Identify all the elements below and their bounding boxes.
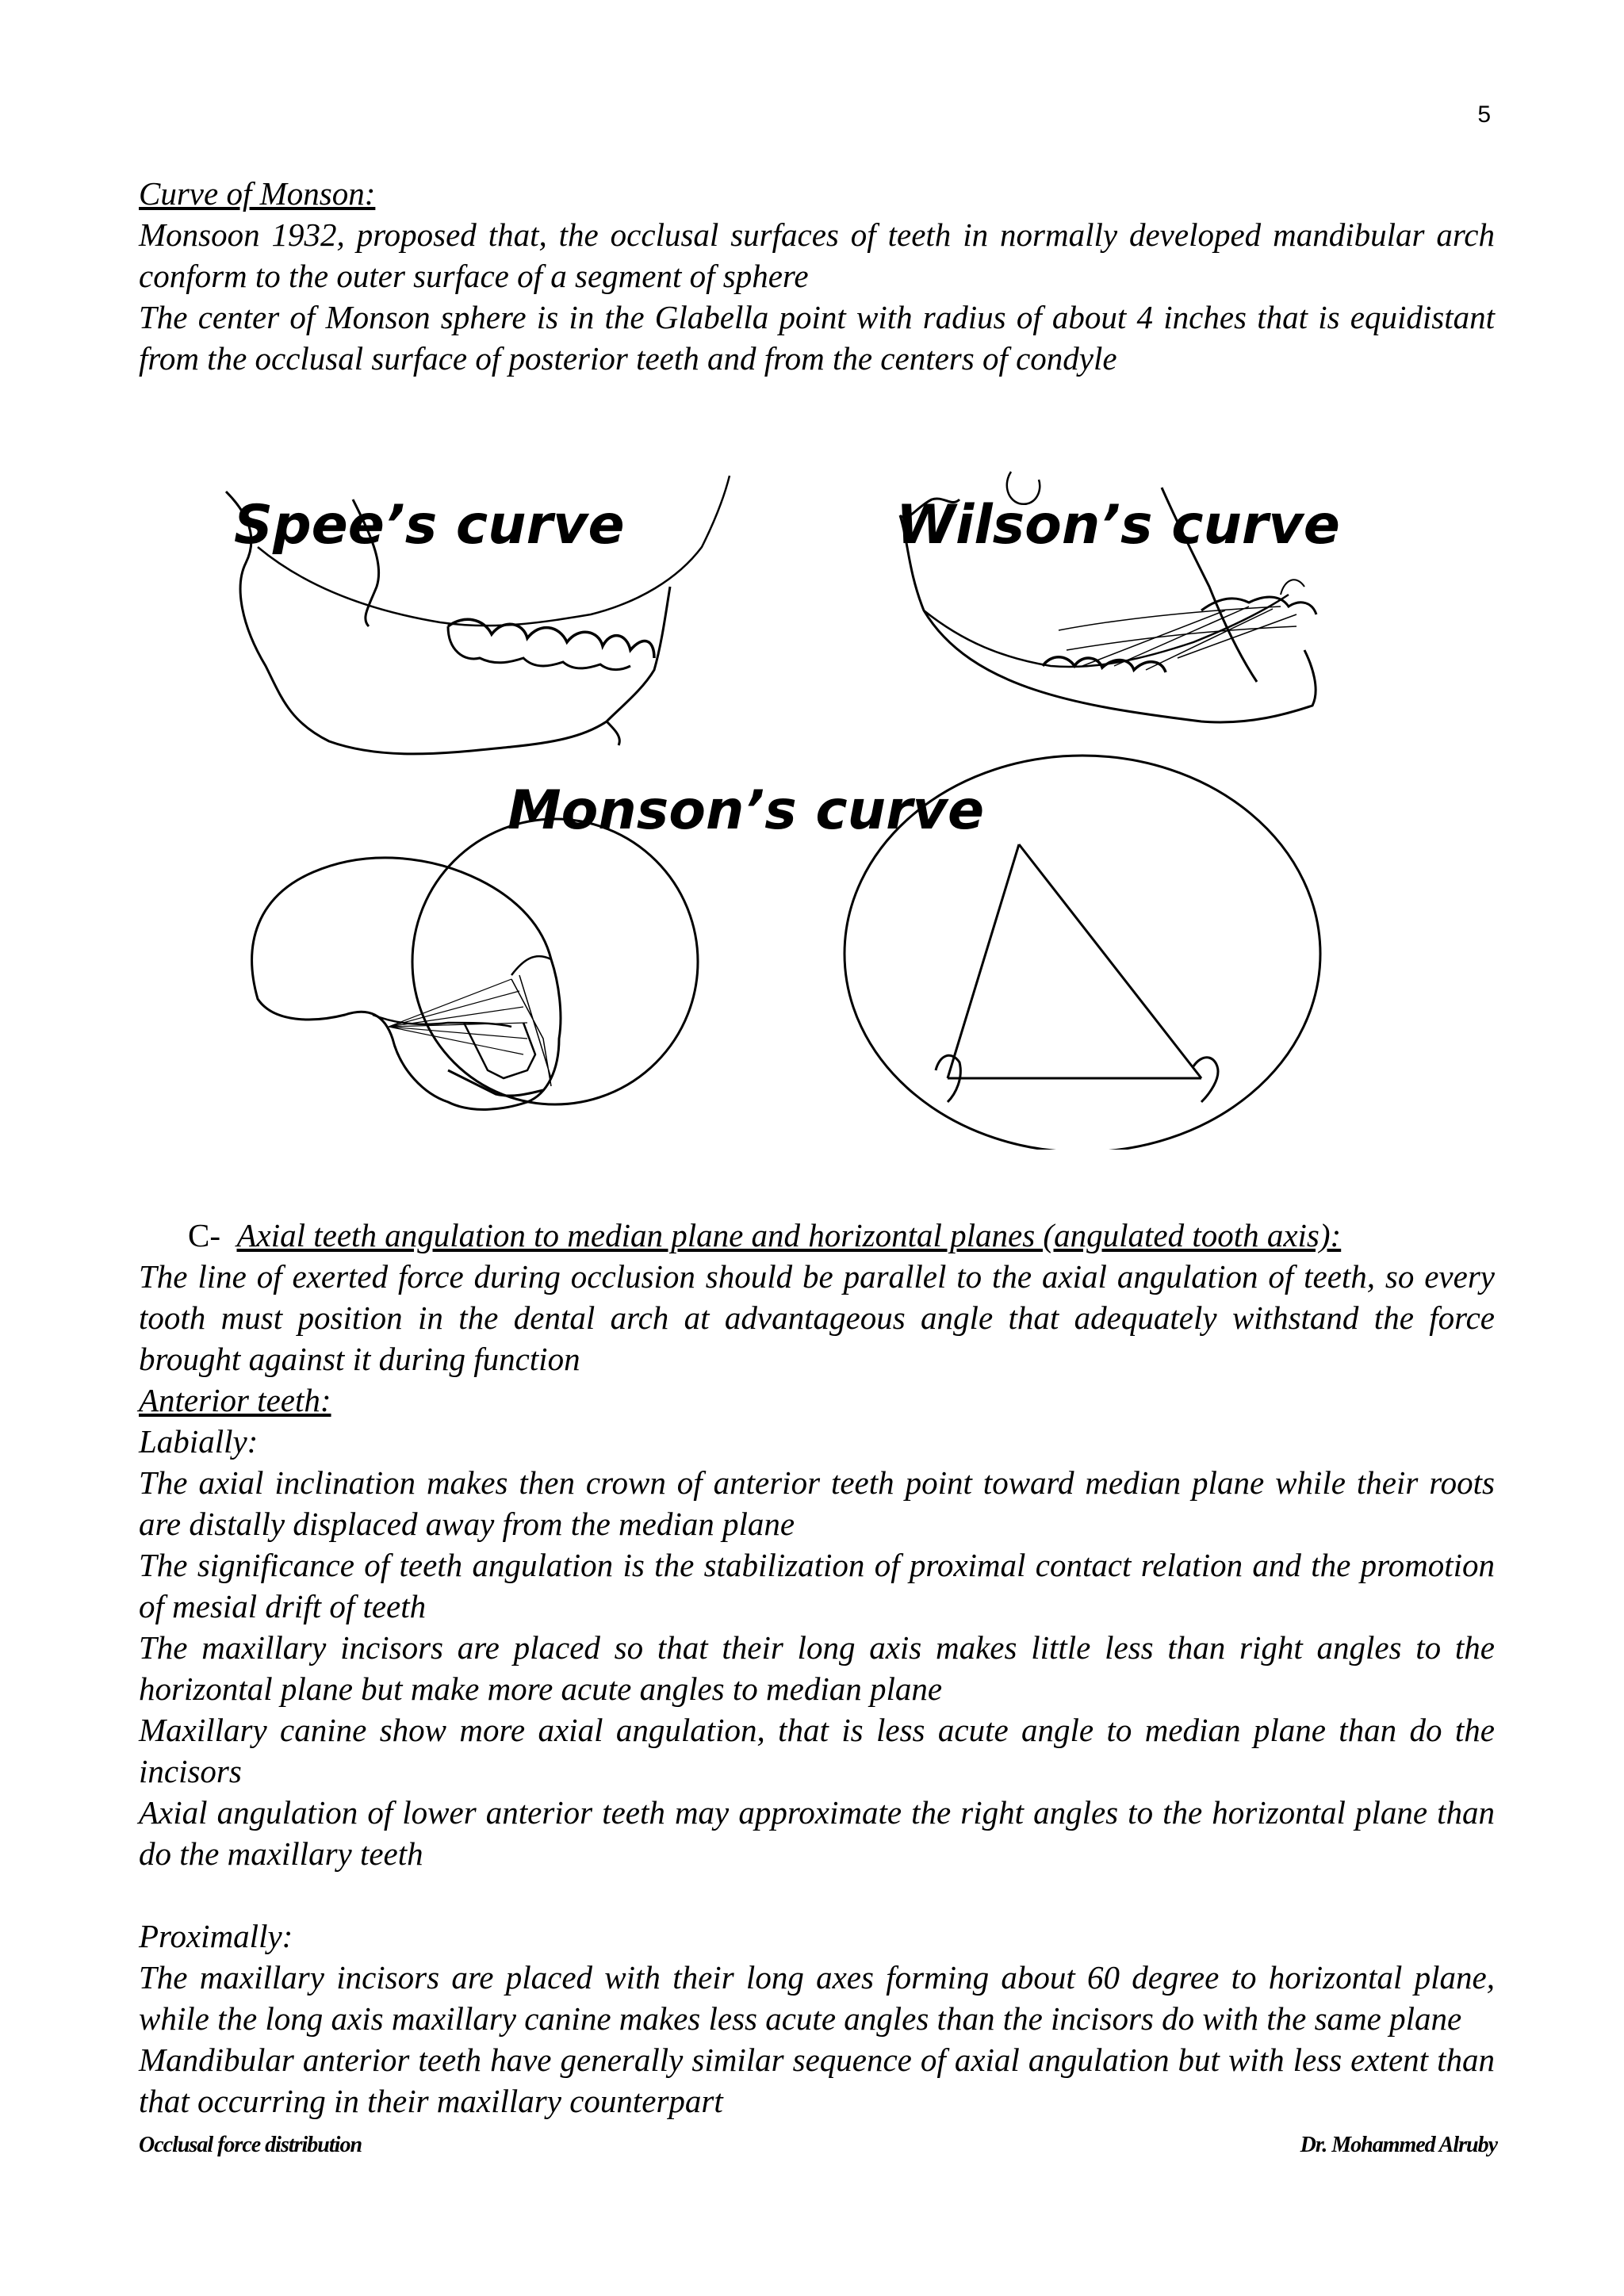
footer-title: Occlusal force distribution: [139, 2133, 362, 2157]
proximally-label: Proximally:: [139, 1918, 293, 1954]
section-heading: Curve of Monson:: [139, 175, 376, 212]
section-heading: Axial teeth angulation to median plane and horizontal planes (angulated tooth axis):: [236, 1217, 1342, 1253]
subheading-anterior-teeth: Anterior teeth:: [139, 1382, 331, 1418]
section-axial-angulation: [139, 1215, 1495, 2122]
wilson-curve-label: Wilson’s curve: [896, 494, 1340, 557]
paragraph: Monsoon 1932, proposed that, the occlusal surfaces of teeth in normally developed mandibular arch conform to the outer surface of a segment of sphere: [139, 216, 1495, 294]
occlusal-curves-figure: [210, 468, 1431, 1150]
labially-label: Labially:: [139, 1423, 259, 1460]
paragraph: The line of exerted force during occlusion should be parallel to the axial angulation of teeth, so every tooth must position in the dental arch at advantageous angle that adequately withstand the force brought against it during function: [139, 1258, 1495, 1377]
paragraph: The axial inclination makes then crown of anterior teeth point toward median plane while their roots are distally displaced away from the median plane: [139, 1464, 1495, 1542]
footer-author: Dr. Mohammed Alruby: [1300, 2133, 1497, 2157]
paragraph: Maxillary canine show more axial angulation, that is less acute angle to median plane than do the incisors: [139, 1712, 1495, 1789]
section-curve-of-monson: [139, 173, 1495, 379]
section-prefix: C-: [188, 1217, 220, 1253]
paragraph: The maxillary incisors are placed so that their long axis makes little less than right angles to the horizontal plane but make more acute angles to median plane: [139, 1629, 1495, 1707]
paragraph: The center of Monson sphere is in the Glabella point with radius of about 4 inches that is equidistant from the occlusal surface of posterior teeth and from the centers of condyle: [139, 299, 1495, 377]
monson-skull-drawing: [252, 819, 698, 1109]
paragraph: The maxillary incisors are placed with their long axes forming about 60 degree to horizontal plane, while the long axis maxillary canine makes less acute angles than the incisors do with the same plane: [139, 1959, 1495, 2037]
paragraph: Mandibular anterior teeth have generally similar sequence of axial angulation but with less extent than that occurring in their maxillary counterpart: [139, 2042, 1495, 2119]
monson-curve-label: Monson’s curve: [508, 779, 985, 842]
page-number: 5: [1477, 101, 1491, 128]
curves-illustration: [210, 468, 1431, 1150]
section-heading-line: [188, 1215, 1495, 1256]
spee-curve-label: Spee’s curve: [234, 494, 625, 557]
paragraph: Axial angulation of lower anterior teeth may approximate the right angles to the horizontal plane than do the maxillary teeth: [139, 1794, 1495, 1872]
spacer: [139, 1874, 1495, 1915]
paragraph: The significance of teeth angulation is the stabilization of proximal contact relation and the promotion of mesial drift of teeth: [139, 1547, 1495, 1624]
